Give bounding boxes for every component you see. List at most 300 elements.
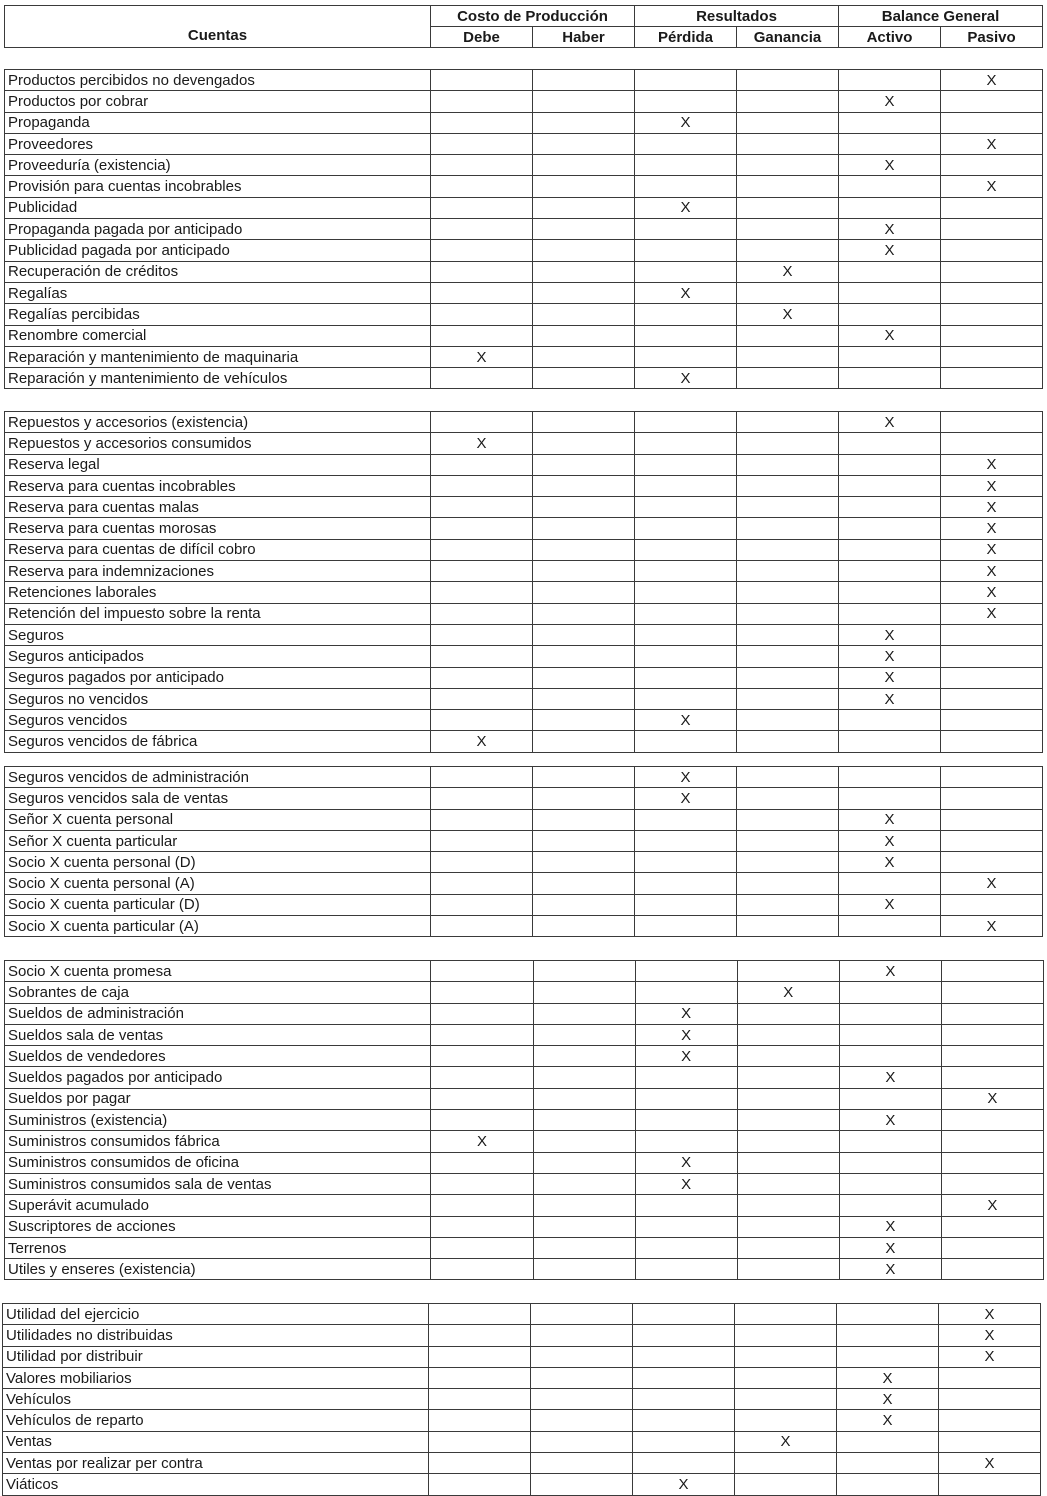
cell-debe [429,1346,531,1367]
cell-activo [839,433,941,454]
account-name: Productos por cobrar [5,91,431,112]
account-name: Socio X cuenta promesa [5,961,431,982]
table-segment [4,766,1043,937]
account-name: Reparación y mantenimiento de maquinaria [5,346,431,367]
x-mark: X [884,647,895,665]
table-row [5,809,1043,830]
account-name: Regalías percibidas [5,304,431,325]
cell-haber [531,1474,633,1495]
cell-perdida [635,710,737,731]
cell-ganancia [735,1431,837,1452]
x-mark: X [986,477,997,495]
cell-activo [839,1110,941,1131]
cell-ganancia [737,197,839,218]
header-col-ganancia: Ganancia [737,27,839,48]
table-segment [4,960,1044,1280]
cell-pasivo [939,1346,1041,1367]
cell-pasivo [941,133,1043,154]
cell-pasivo [939,1453,1041,1474]
cell-pasivo [941,982,1043,1003]
x-mark: X [678,1476,689,1494]
cell-perdida [635,1088,737,1109]
x-mark: X [885,962,896,980]
x-mark: X [884,327,895,345]
table-row [3,1410,1041,1431]
cell-pasivo [941,873,1043,894]
cell-haber [533,1152,635,1173]
account-name: Seguros anticipados [5,646,431,667]
cell-activo [839,475,941,496]
cell-debe [431,1216,533,1237]
cell-ganancia [737,852,839,873]
cell-ganancia [737,1046,839,1067]
table-row [5,1216,1044,1237]
cell-pasivo [939,1431,1041,1452]
account-name: Reserva legal [5,454,431,475]
cell-pasivo [941,155,1043,176]
cell-perdida [635,155,737,176]
cell-activo [839,1088,941,1109]
cell-debe [431,240,533,261]
cell-activo [839,852,941,873]
cell-haber [533,518,635,539]
cell-pasivo [941,830,1043,851]
table-row [5,497,1043,518]
cell-activo [839,916,941,937]
cell-debe [431,304,533,325]
cell-debe [431,1046,533,1067]
cell-perdida [633,1453,735,1474]
x-mark: X [986,917,997,935]
cell-haber [531,1367,633,1388]
x-mark: X [986,562,997,580]
table-row [5,767,1043,788]
account-name: Reserva para cuentas incobrables [5,475,431,496]
account-name: Valores mobiliarios [3,1367,429,1388]
cell-haber [533,830,635,851]
cell-perdida [635,261,737,282]
table-row [5,1131,1044,1152]
cell-ganancia [737,368,839,389]
cell-perdida [635,240,737,261]
x-mark: X [681,1005,692,1023]
cell-haber [531,1304,633,1325]
cell-debe [431,1131,533,1152]
cell-debe [431,433,533,454]
cell-perdida [635,1216,737,1237]
x-mark: X [681,1175,692,1193]
cell-perdida [635,788,737,809]
cell-debe [429,1474,531,1495]
cell-haber [533,1003,635,1024]
cell-ganancia [737,916,839,937]
account-name: Sueldos sala de ventas [5,1024,431,1045]
table-row [5,368,1043,389]
cell-haber [533,688,635,709]
cell-haber [533,91,635,112]
cell-haber [533,197,635,218]
table-row [3,1304,1041,1325]
cell-debe [431,1067,533,1088]
table-row [5,873,1043,894]
account-name: Utiles y enseres (existencia) [5,1259,431,1280]
cell-debe [431,961,533,982]
table-row [5,240,1043,261]
account-name: Seguros vencidos [5,710,431,731]
account-name: Seguros pagados por anticipado [5,667,431,688]
cell-activo [839,412,941,433]
x-mark: X [680,369,691,387]
cell-activo [839,197,941,218]
cell-activo [839,710,941,731]
table-row [3,1389,1041,1410]
x-mark: X [884,156,895,174]
cell-activo [839,368,941,389]
cell-perdida [635,368,737,389]
cell-perdida [635,852,737,873]
cell-debe [431,412,533,433]
x-mark: X [680,284,691,302]
header-group-resultados: Resultados [635,6,839,27]
x-mark: X [782,263,793,281]
table-row [5,1024,1044,1045]
cell-pasivo [941,412,1043,433]
cell-pasivo [941,646,1043,667]
x-mark: X [885,1218,896,1236]
cell-haber [533,961,635,982]
cell-haber [533,873,635,894]
cell-pasivo [941,1152,1043,1173]
x-mark: X [986,71,997,89]
x-mark: X [986,584,997,602]
cell-haber [533,240,635,261]
x-mark: X [987,1196,998,1214]
x-mark: X [780,1433,791,1451]
account-name: Ventas por realizar per contra [3,1453,429,1474]
cell-debe [431,282,533,303]
cell-haber [533,1067,635,1088]
cell-debe [431,982,533,1003]
x-mark: X [476,348,487,366]
table-row [5,1003,1044,1024]
cell-haber [533,155,635,176]
cell-activo [839,1259,941,1280]
x-mark: X [986,178,997,196]
table-row [5,561,1043,582]
cell-pasivo [941,346,1043,367]
cell-haber [533,624,635,645]
cell-haber [533,261,635,282]
cell-perdida [633,1431,735,1452]
table-row [5,1110,1044,1131]
cell-perdida [635,91,737,112]
account-name: Reserva para cuentas malas [5,497,431,518]
x-mark: X [984,1454,995,1472]
cell-ganancia [737,830,839,851]
x-mark: X [884,832,895,850]
table-segment [4,411,1043,753]
cell-haber [533,1237,635,1258]
cell-activo [837,1431,939,1452]
cell-haber [533,710,635,731]
account-name: Reparación y mantenimiento de vehículos [5,368,431,389]
table-row [5,646,1043,667]
cell-ganancia [737,282,839,303]
cell-perdida [635,1046,737,1067]
table-row [3,1474,1041,1495]
account-name: Retención del impuesto sobre la renta [5,603,431,624]
cell-ganancia [737,710,839,731]
cell-activo [839,1237,941,1258]
cell-debe [431,852,533,873]
cell-haber [533,982,635,1003]
cell-pasivo [941,561,1043,582]
cell-haber [533,582,635,603]
cell-ganancia [737,261,839,282]
table-row [5,1173,1044,1194]
x-mark: X [882,1390,893,1408]
x-mark: X [885,1239,896,1257]
cell-activo [839,240,941,261]
table-row [5,219,1043,240]
table-segment [2,1303,1041,1496]
cell-debe [429,1325,531,1346]
table-row [5,518,1043,539]
cell-debe [431,176,533,197]
cell-ganancia [737,1131,839,1152]
cell-debe [431,1024,533,1045]
cell-haber [533,646,635,667]
cell-pasivo [941,1259,1043,1280]
cell-ganancia [735,1453,837,1474]
table-row [5,70,1043,91]
account-name: Sobrantes de caja [5,982,431,1003]
cell-pasivo [941,176,1043,197]
cell-ganancia [735,1474,837,1495]
account-name: Suministros consumidos de oficina [5,1152,431,1173]
x-mark: X [680,711,691,729]
cell-haber [533,1024,635,1045]
cell-haber [533,1088,635,1109]
cell-haber [533,852,635,873]
table-row [5,433,1043,454]
table-row [3,1453,1041,1474]
account-name: Seguros vencidos de fábrica [5,731,431,752]
x-mark: X [885,1111,896,1129]
account-name: Recuperación de créditos [5,261,431,282]
table-row [5,282,1043,303]
cell-ganancia [737,70,839,91]
cell-activo [839,518,941,539]
cell-haber [533,346,635,367]
cell-pasivo [941,539,1043,560]
cell-ganancia [737,346,839,367]
header-cuentas-label: Cuentas [187,27,248,44]
cell-pasivo [941,112,1043,133]
cell-debe [431,70,533,91]
cell-ganancia [737,412,839,433]
account-name: Vehículos de reparto [3,1410,429,1431]
x-mark: X [680,199,691,217]
cell-ganancia [737,454,839,475]
account-name: Suministros consumidos sala de ventas [5,1173,431,1194]
cell-haber [533,1173,635,1194]
cell-activo [839,646,941,667]
cell-haber [531,1389,633,1410]
cell-ganancia [737,240,839,261]
cell-activo [839,1003,941,1024]
cell-activo [837,1474,939,1495]
cell-pasivo [941,788,1043,809]
cell-debe [431,1152,533,1173]
cell-pasivo [939,1325,1041,1346]
cell-haber [533,731,635,752]
cell-pasivo [941,731,1043,752]
cell-debe [431,261,533,282]
cell-perdida [635,646,737,667]
cell-haber [533,1110,635,1131]
cell-perdida [635,70,737,91]
cell-activo [839,1173,941,1194]
cell-haber [533,282,635,303]
cell-ganancia [737,582,839,603]
x-mark: X [680,768,691,786]
cell-perdida [635,873,737,894]
cell-activo [839,282,941,303]
cell-debe [429,1410,531,1431]
cell-pasivo [941,710,1043,731]
account-name: Productos percibidos no devengados [5,70,431,91]
cell-debe [431,809,533,830]
cell-ganancia [735,1367,837,1388]
cell-pasivo [941,1024,1043,1045]
cell-ganancia [737,894,839,915]
cell-pasivo [941,261,1043,282]
cell-ganancia [737,539,839,560]
account-name: Vehículos [3,1389,429,1410]
cell-activo [837,1325,939,1346]
cell-ganancia [737,1003,839,1024]
cell-haber [533,1259,635,1280]
cell-perdida [635,112,737,133]
table-row [5,1067,1044,1088]
account-name: Suscriptores de acciones [5,1216,431,1237]
cell-perdida [635,1110,737,1131]
cell-pasivo [941,894,1043,915]
cell-debe [431,1110,533,1131]
x-mark: X [884,896,895,914]
cell-perdida [635,731,737,752]
cell-debe [431,368,533,389]
cell-debe [431,916,533,937]
cell-ganancia [735,1410,837,1431]
x-mark: X [986,456,997,474]
x-mark: X [884,242,895,260]
account-name: Sueldos por pagar [5,1088,431,1109]
cell-activo [837,1389,939,1410]
cell-ganancia [737,561,839,582]
table-row [5,788,1043,809]
cell-activo [839,894,941,915]
cell-activo [839,155,941,176]
cell-debe [431,582,533,603]
table-row [5,112,1043,133]
account-name: Regalías [5,282,431,303]
account-name: Repuestos y accesorios (existencia) [5,412,431,433]
cell-pasivo [941,197,1043,218]
cell-perdida [635,582,737,603]
cell-ganancia [737,1216,839,1237]
account-name: Viáticos [3,1474,429,1495]
cell-ganancia [737,133,839,154]
cell-activo [839,539,941,560]
table-row [5,412,1043,433]
cell-activo [839,961,941,982]
cell-haber [533,1131,635,1152]
cell-haber [533,667,635,688]
cell-pasivo [941,1110,1043,1131]
cell-ganancia [737,304,839,325]
cell-perdida [633,1410,735,1431]
cell-ganancia [737,809,839,830]
cell-perdida [635,539,737,560]
cell-haber [533,539,635,560]
cell-ganancia [737,112,839,133]
cell-debe [431,894,533,915]
cell-ganancia [737,961,839,982]
table-row [5,346,1043,367]
account-name: Socio X cuenta personal (A) [5,873,431,894]
account-name: Socio X cuenta particular (D) [5,894,431,915]
cell-haber [533,412,635,433]
cell-ganancia [737,176,839,197]
account-name: Utilidad por distribuir [3,1346,429,1367]
cell-ganancia [737,731,839,752]
cell-haber [533,304,635,325]
cell-activo [839,830,941,851]
cell-activo [839,561,941,582]
header-col-haber: Haber [533,27,635,48]
cell-ganancia [737,603,839,624]
cell-debe [431,155,533,176]
header-group-costo: Costo de Producción [431,6,635,27]
cell-debe [431,646,533,667]
x-mark: X [986,135,997,153]
cell-haber [533,809,635,830]
x-mark: X [986,520,997,538]
cell-activo [839,219,941,240]
x-mark: X [885,1069,896,1087]
cell-perdida [635,433,737,454]
cell-activo [837,1453,939,1474]
x-mark: X [984,1326,995,1344]
cell-haber [531,1453,633,1474]
account-name: Propaganda pagada por anticipado [5,219,431,240]
cell-debe [431,475,533,496]
account-name: Repuestos y accesorios consumidos [5,433,431,454]
cell-haber [531,1346,633,1367]
cell-perdida [633,1367,735,1388]
account-name: Seguros no vencidos [5,688,431,709]
header-col-activo: Activo [839,27,941,48]
cell-perdida [635,518,737,539]
cell-perdida [635,325,737,346]
cell-haber [533,1216,635,1237]
cell-perdida [635,809,737,830]
cell-debe [431,133,533,154]
cell-activo [839,497,941,518]
table-row [5,475,1043,496]
